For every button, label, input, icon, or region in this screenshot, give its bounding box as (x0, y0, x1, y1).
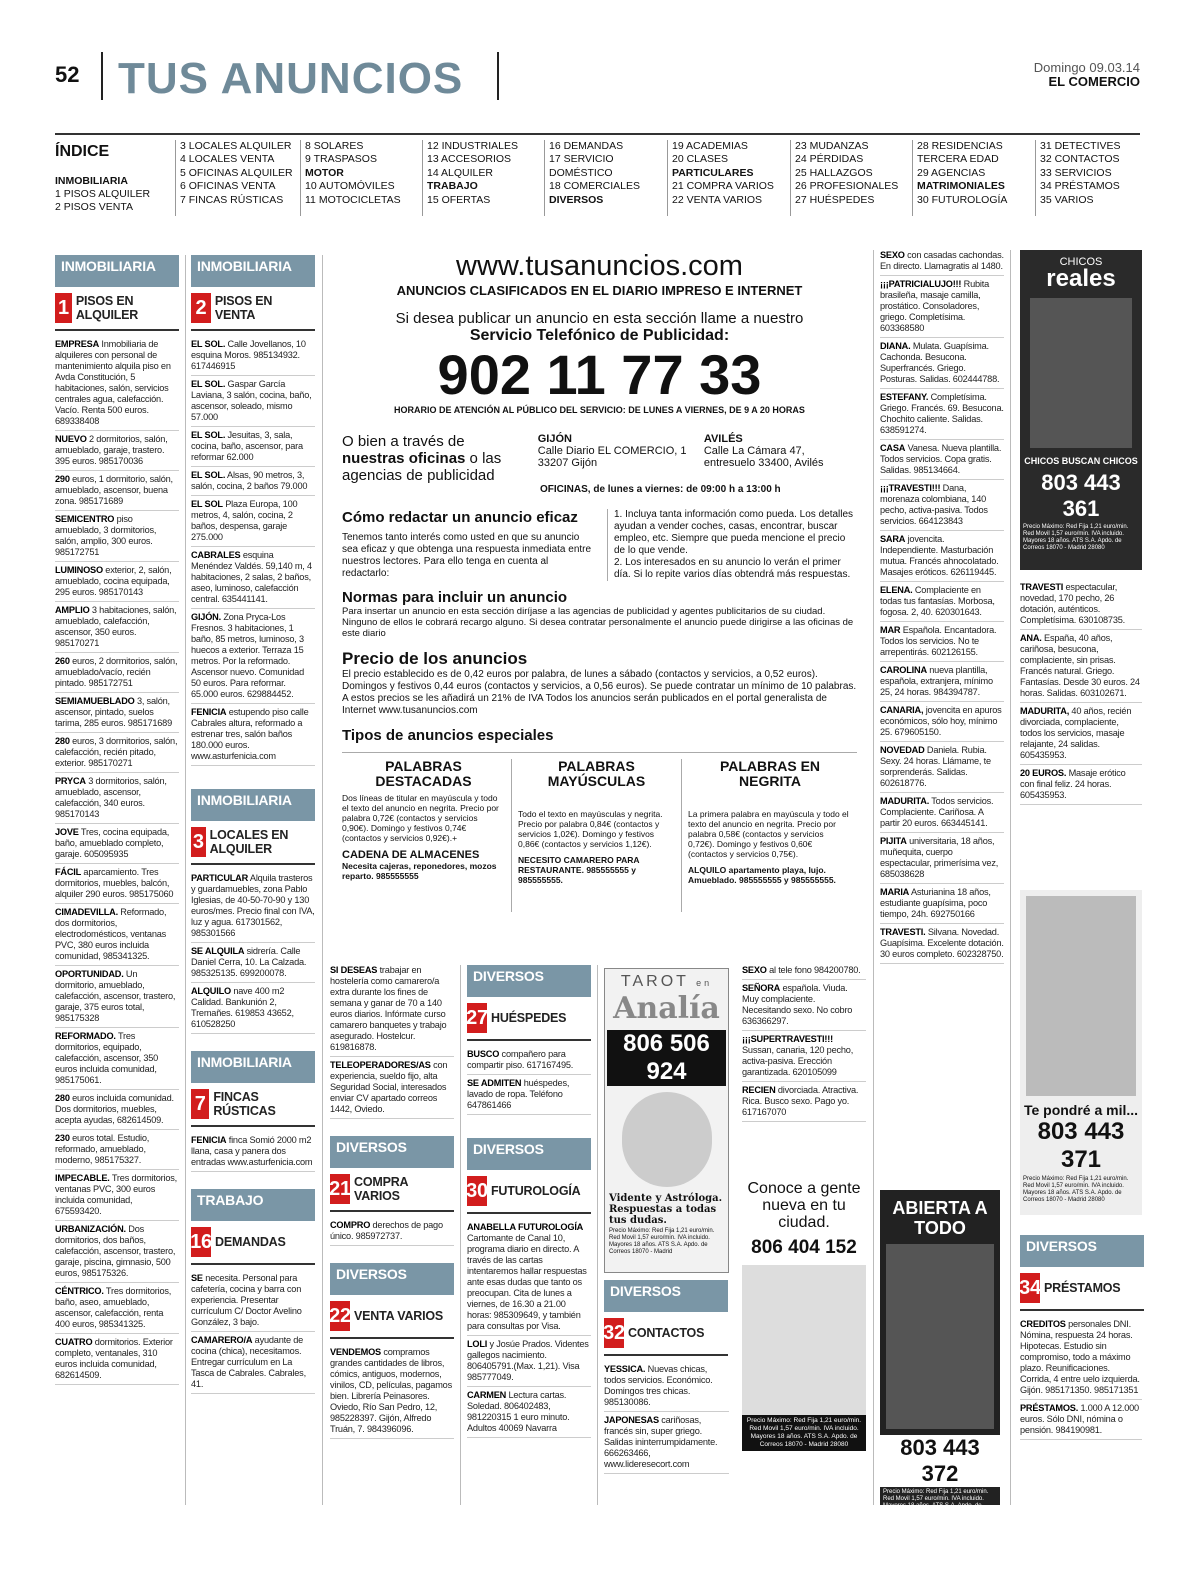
classified-ad: CARMEN Lectura cartas. Soledad. 806402483, 981220315 1 euro minuto. Adultos 40069 Navarra (467, 1390, 591, 1438)
index-item[interactable]: 16 DEMANDAS (549, 140, 624, 152)
section-label: LOCALES EN ALQUILER (209, 828, 289, 856)
classified-ad: SEXO al tele fono 984200780. (742, 965, 866, 980)
classified-ad: PARTICULAR Alquila trasteros y guardamuebles, zona Pablo Iglesias, de 40-50-70-90 y 130 euros/mes. Precio final con IVA, luz y agua. 617301562, 985301566 (191, 873, 315, 943)
section-header (330, 1136, 454, 1212)
section-label: FUTUROLOGÍA (491, 1184, 581, 1198)
index-item[interactable]: 26 PROFESIONALES (795, 180, 899, 193)
index-item[interactable]: 12 INDUSTRIALES (427, 140, 519, 152)
rules-text: Para insertar un anuncio en esta sección diríjase a las agencias de publicidad y agentes publicitarios de su ciudad. Ninguno de ellos le cobrará recargo alguno. Si desea contratar personalmente el anuncio puede dirigirse a las oficinas de este diario (342, 606, 854, 639)
section-number: 30 (467, 1176, 487, 1206)
section-header (467, 965, 591, 1041)
index-inmobiliaria: INMOBILIARIA 1 PISOS ALQUILER 2 PISOS VENTA (55, 175, 151, 213)
how-text: Tenemos tanto interés como usted en que su anuncio sea eficaz y que obtenga una respuesta inmediata entre nuestros lectores. Para ello tenga en cuenta al redactarlo: (342, 532, 592, 579)
column-pisos-alquiler (55, 255, 179, 1388)
index-item[interactable]: DOMÉSTICO (549, 166, 613, 179)
classified-ad: VENDEMOS compramos grandes cantidades de libros, cómics, antiguos, modernos, vinilos, CD, películas, pagamos bien. Librería Peinasores. Oviedo, Río San Pedro, 12, 985228397. Gijón, Alfredo Truán, 7. 984396096. (330, 1347, 454, 1439)
section-label: PISOS EN ALQUILER (75, 294, 139, 322)
classified-ad: EL SOL. Alsas, 90 metros, 3, salón, cocina, 2 baños 79.000 (191, 470, 315, 496)
classified-ad: 280 euros, 3 dormitorios, salón, calefacción, recién pitado, exterior. 985170271 (55, 736, 179, 773)
index-item[interactable]: 9 TRASPASOS (305, 153, 377, 166)
how-title: Cómo redactar un anuncio eficaz (342, 509, 578, 526)
classified-ad: CUATRO dormitorios. Exterior completo, ventanales, 310 euros incluida comunidad, 682614509. (55, 1337, 179, 1385)
issue-date: Domingo 09.03.14 (1033, 60, 1140, 75)
classified-ad: CAROLINA nueva plantilla, española, extranjera, mínimo 25, 24 horas. 984394787. (880, 665, 1004, 702)
classified-ad: 20 EUROS. Masaje erótico con final feliz. 24 horas. 605435953. (1020, 768, 1142, 805)
newspaper-name: EL COMERCIO (1048, 74, 1140, 89)
index-item[interactable]: 28 RESIDENCIAS (917, 140, 1003, 152)
section-number: 21 (330, 1174, 350, 1204)
index-item[interactable]: 4 LOCALES VENTA (180, 153, 275, 166)
index-item[interactable]: 10 AUTOMÓVILES (305, 180, 395, 193)
column-diversos-varios (330, 965, 454, 1442)
index-item[interactable]: 11 MOTOCICLETAS (305, 193, 401, 206)
classified-ad: FÁCIL aparcamiento. Tres dormitorios, muebles, balcón, alquiler 290 euros. 985175060 (55, 867, 179, 904)
section-number: 16 (191, 1227, 211, 1257)
site-url[interactable]: www.tusanuncios.com (456, 250, 743, 282)
section-band: DIVERSOS (604, 1280, 728, 1312)
classified-ad: EL SOL Plaza Europa, 100 metros, 4, salón, cocina, 2 baños, despensa, garaje 275.000 (191, 499, 315, 547)
index-item[interactable]: 35 VARIOS (1040, 193, 1094, 206)
call-text: Si desea publicar un anuncio en esta sección llame a nuestro (395, 310, 804, 327)
main-phone[interactable]: 902 11 77 33 (437, 343, 762, 406)
classified-ad: CASA Vanesa. Nueva plantilla. Todos servicios. Copa gratis. Salidas. 985134664. (880, 443, 1004, 480)
index-column (175, 140, 293, 216)
section-header (191, 789, 315, 865)
classified-ad: REFORMADO. Tres dormitorios, equipado, calefacción, ascensor, 350 euros incluida comunidad, 985175061. (55, 1031, 179, 1090)
index-item[interactable]: 23 MUDANZAS (795, 140, 869, 152)
index-item[interactable]: 7 FINCAS RÚSTICAS (180, 193, 284, 206)
classified-ad: GIJÓN. Zona Pryca-Los Fresnos. 3 habitaciones, 1 baño, 85 metros, luminoso, 3 huecos a exterior. Terraza 15 metros. Por la reformado. Ascensor nuevo. Comunidad 50 euros. Para reformar. 65.000 euros. 629884452. (191, 612, 315, 704)
section-band: INMOBILIARIA (191, 789, 315, 821)
column-contactos-4 (1020, 582, 1142, 808)
classified-ad: 260 euros, 2 dormitorios, salón, amueblado/vacío, recién pintado. 985172751 (55, 656, 179, 693)
section-number: 22 (330, 1301, 350, 1331)
index-item[interactable]: 19 ACADEMIAS (672, 140, 748, 152)
index-item[interactable]: 3 LOCALES ALQUILER (180, 140, 292, 152)
classified-ad: ESTEFANY. Completísima. Griego. Francés. 69. Besucona. Chochito caliente. Salidas. 638591274. (880, 392, 1004, 440)
index-item[interactable]: 18 COMERCIALES (549, 180, 641, 193)
section-number: 27 (467, 1003, 487, 1033)
classified-ad: SE ALQUILA sidrería. Calle Daniel Cerra, 10. La Calzada. 985325135. 699200078. (191, 946, 315, 983)
section-label: FINCAS RÚSTICAS (213, 1090, 276, 1118)
index-item[interactable]: TRABAJO (427, 180, 478, 193)
index-item[interactable]: 5 OFICINAS ALQUILER (180, 166, 293, 179)
classified-ad: SEÑORA española. Viuda. Muy complaciente. Necesitando sexo. No cobro 636366297. (742, 983, 866, 1031)
index-item[interactable]: MOTOR (305, 166, 344, 179)
special-destacadas: PALABRAS DESTACADAS Dos líneas de titular en mayúscula y todo el texto del anuncio en negrita. Precio por palabra 0,72€ (contactos y servicios 0,90€). Domingo y festivos 0,74€ (contactos y servicios 0,92€).+ CADENA DE ALMACENES Necesita cajeras, reponedores, mozos reparto. 985555555 (342, 759, 512, 912)
classified-ad: DIANA. Mulata. Guapísima. Cachonda. Besucona. Superfrancés. Griego. Posturas. Salidas. 602444788. (880, 341, 1004, 389)
tagline: ANUNCIOS CLASIFICADOS EN EL DIARIO IMPRESO E INTERNET (396, 283, 803, 298)
section-header (55, 255, 179, 331)
index-item[interactable]: 17 SERVICIO (549, 153, 614, 166)
classified-ad: LOLI y Josúe Prados. Videntes gallegos nacimiento. 806405791.(Max. 1,21). Visa 985777049. (467, 1339, 591, 1387)
conoce-gente-ad[interactable]: Conoce a gente nueva en tu ciudad. 806 404 152 Precio Máximo: Red Fija 1,21 euro/min. Red Movil 1,57 euro/min. IVA incluido. Mayores 18 años. ATS S.A. Apdo. de Correos 18070 - Madrid 28080 (742, 1180, 866, 1451)
index-item[interactable]: 31 DETECTIVES (1040, 140, 1121, 152)
classified-ad: YESSICA. Nuevas chicas, todos servicios. Económico. Domingos tres chicas. 985130086. (604, 1364, 729, 1412)
section-title: TUS ANUNCIOS (118, 54, 464, 103)
tarot-analia-ad[interactable]: TAROT en Analía 806 506 924 Vidente y Astróloga. Respuestas a todas tus dudas. Precio Máximo: Red Fija 1,21 euro/min. Red Movil 1,57 euro/min. IVA incluido. Mayores 18 años. ATS S.A. Apdo. de Correos 18070 - Madrid (604, 968, 729, 1273)
classified-ad: FENICIA estupendo piso calle Cabrales altura, reformado a estrenar tres, salón baños 180.000 euros. www.asturfenicia.com (191, 707, 315, 766)
column-prestamos (1020, 1235, 1142, 1443)
section-header (604, 1280, 728, 1356)
classified-ad: ANA. España, 40 años, cariñosa, besucona, complaciente, sin prisas. Francés natural. Griego. Fantasías. Desde 30 euros. 24 horas. Salidas. 603102671. (1020, 633, 1142, 703)
index-item[interactable]: 22 VENTA VARIOS (672, 193, 763, 206)
classified-ad: SEMIAMUEBLADO 3, salón, ascensor, pintado, suelos tarima, 285 euros. 985171689 (55, 696, 179, 733)
classified-ad: ANABELLA FUTUROLOGÍA Cartomante de Canal 10, programa diario en directo. A través de las cartas intentaremos hallar respuestas ante esas dudas que tanto os preocupan. Cita de lunes a viernes, de 16.30 a 21.00 horas: 985309649, y también para consultas por Visa. (467, 1222, 591, 1336)
index-bar (55, 133, 1140, 215)
section-label: PRÉSTAMOS (1044, 1281, 1121, 1295)
classified-ad: PRYCA 3 dormitorios, salón, amueblado, ascensor, calefacción, 340 euros. 985170143 (55, 776, 179, 824)
office-hours: OFICINAS, de lunes a viernes: de 09:00 h a 13:00 h (540, 484, 781, 495)
classified-ad: PIJITA universitaria, 18 años, muñequita, cuerpo espectacular, primerísima vez, 685038628 (880, 836, 1004, 884)
classified-ad: IMPECABLE. Tres dormitorios, ventanas PVC, 300 euros incluida comunidad, 675593420. (55, 1173, 179, 1221)
section-header (191, 1051, 315, 1127)
classified-ad: ¡¡¡SUPERTRAVESTI!!! Sussan, canaria, 120 pecho, activa-pasiva. Erección garantizada. 620105099 (742, 1034, 866, 1082)
classified-ad: NUEVO 2 dormitorios, salón, amueblado, garaje, trastero. 395 euros. 985170036 (55, 434, 179, 471)
section-header (1020, 1235, 1144, 1311)
index-column (790, 140, 908, 216)
classified-ad: CABRALES esquina Menéndez Valdés. 59,140 m, 4 habitaciones, 2 salas, 2 baños, aseo, luminoso, calefacción central. 635441141. (191, 550, 315, 609)
section-label: CONTACTOS (628, 1326, 705, 1340)
classified-ad: 290 euros, 1 dormitorio, salón, amueblado, ascensor, buena zona. 985171689 (55, 474, 179, 511)
index-column (544, 140, 662, 216)
index-column (422, 140, 540, 216)
special-negrita: PALABRAS EN NEGRITA La primera palabra en mayúscula y todo el texto del anuncio en negrita. Precio por palabra 0,58€ (contactos y servicios 0,72€). Domingo y festivos 0,60€ (contactos y servicios 0,75€). ALQUILO apartamento playa, lujo. Amueblado. 985555555 y 985555555. (688, 758, 849, 885)
section-number: 3 (191, 827, 206, 857)
index-title: ÍNDICE (55, 143, 110, 160)
column-contactos (604, 1280, 729, 1477)
chicos-reales-ad[interactable]: CHICOS reales CHICOS BUSCAN CHICOS 803 443 361 Precio Máximo: Red Fija 1,21 euro/min. Red Movil 1,57 euro/min. IVA incluido. Mayores 18 años. ATS S.A. Apdo. de Correos 18070 - Madrid 28080 (1020, 250, 1142, 570)
classified-ad: ELENA. Complaciente en todas tus fantasías. Morbosa, fogosa. 2, 40. 620301643. (880, 585, 1004, 622)
price-text: El precio establecido es de 0,42 euros por palabra, de lunes a sábado (contactos y servicios, a 0,52 euros). Domingos y festivos 0,44 euros (contactos y servicios, a 0,56 euros). Se puede contratar un mínimo de 10 palabras. A estos precios se les añadirá un 21% de IVA Todos los anuncios serán publicados en el portal generalista de Internet www.tusanuncios.com (342, 669, 857, 716)
abierta-a-todo-ad[interactable]: ABIERTA A TODO 803 443 372 Precio Máximo: Red Fija 1,21 euro/min. Red Movil 1,57 euro/min. IVA incluido. Mayores 18 años. ATS S.A. Apdo. de Correos 18070 - Madrid 28080 (880, 1190, 1000, 1505)
index-column (667, 140, 785, 216)
special-title: Tipos de anuncios especiales (342, 727, 554, 744)
classified-ad: EL SOL. Jesuitas, 3, sala, cocina, baño, ascensor, para reformar 62.000 (191, 430, 315, 467)
classified-ad: JAPONESAS cariñosas, francés sin, super griego. Salidas ininterrumpidamente. 666263466, www.lideresecort.com (604, 1415, 729, 1474)
section-label: VENTA VARIOS (354, 1309, 444, 1323)
pondre-a-mil-ad[interactable]: Te pondré a mil... 803 443 371 Precio Máximo: Red Fija 1,21 euro/min. Red Movil 1,57 euro/min. IVA incluido. Mayores 18 años. ATS S.A. Apdo. de Correos 18070 - Madrid 28080 (1020, 890, 1142, 1215)
classified-ad: BUSCO compañero para compartir piso. 617167495. (467, 1049, 591, 1075)
classified-ad: ¡¡¡PATRICIALUJO!!! Rubita brasileña, masaje camilla, prostático. Consoladores, griego. Completísima. 603368580 (880, 279, 1004, 338)
section-label: HUÉSPEDES (491, 1011, 567, 1025)
tip-2: 2. Los interesados en su anuncio lo verán el primer día. Si lo repite varios días obtendrá más respuestas. (614, 557, 851, 580)
section-number: 1 (55, 293, 72, 323)
column-contactos-2 (742, 965, 866, 1125)
classified-ad: SARA jovencita. Independiente. Masturbación mutua. Francés ahnocolatado. Masajes eróticos. 626119445. (880, 534, 1004, 582)
index-item[interactable]: 6 OFICINAS VENTA (180, 180, 276, 193)
index-item[interactable]: 14 ALQUILER (427, 166, 493, 179)
index-item[interactable]: DIVERSOS (549, 193, 604, 206)
classified-ad: TELEOPERADORES/AS con experiencia, sueldo fijo, alta Seguridad Social, interesados enviar CV apartado correos 1442, Oviedo. (330, 1060, 454, 1119)
column-huespedes-futurologia (467, 965, 591, 1441)
classified-ad: CAMARERO/A ayudante de cocina (chica), necesitamos. Entregar currículum en La Tasca de Cabrales. Cabrales, 41. (191, 1335, 315, 1394)
classified-ad: EL SOL. Gaspar García Laviana, 3 salón, cocina, baño, ascensor, soleado, mismo 57.000 (191, 379, 315, 427)
classified-ad: CIMADEVILLA. Reformado, dos dormitorios, electrodomésticos, ventanas PVC, 380 euros incluida comunidad, 985341325. (55, 907, 179, 966)
classified-ad: SE ADMITEN huéspedes, lavado de ropa. Teléfono 647861466 (467, 1078, 591, 1115)
index-item[interactable]: 8 SOLARES (305, 140, 364, 152)
classified-ad: NOVEDAD Daniela. Rubia. Sexy. 24 horas. Llámame, te sorprenderás. Salidas. 602618776. (880, 745, 1004, 793)
section-label: PISOS EN VENTA (214, 294, 273, 322)
section-number: 32 (604, 1318, 624, 1348)
classified-ad: RECIEN divorciada. Atractiva. Rica. Busco sexo. Pago yo. 617167070 (742, 1085, 866, 1122)
section-band: DIVERSOS (467, 1138, 591, 1170)
section-band: DIVERSOS (330, 1263, 454, 1295)
classified-ad: EMPRESA Inmobiliaria de alquileres con personal de mantenimiento alquila piso en Avda Constitución, 5 habitaciones, salón, servicios centrales agua, calefacción. Vacío. Renta 500 euros. 689338408 (55, 339, 179, 431)
section-number: 2 (191, 293, 211, 323)
index-item[interactable]: 34 PRÉSTAMOS (1040, 180, 1120, 193)
offices-intro: O bien a través de nuestras oficinas o las agencias de publicidad (342, 433, 502, 484)
classified-ad: OPORTUNIDAD. Un dormitorio, amueblado, calefacción, ascensor, trastero, garaje, 375 euros total, 985175328 (55, 969, 179, 1028)
section-band: INMOBILIARIA (191, 255, 315, 287)
section-band: DIVERSOS (1020, 1235, 1144, 1267)
section-header (467, 1138, 591, 1214)
index-item[interactable]: PARTICULARES (672, 166, 754, 179)
index-item[interactable]: 33 SERVICIOS (1040, 166, 1112, 179)
section-band: DIVERSOS (467, 965, 591, 997)
index-item[interactable]: 29 AGENCIAS (917, 166, 986, 179)
classified-ad: ALQUILO nave 400 m2 Calidad. Bankunión 2, Tremañes. 619853 43652, 610528250 (191, 986, 315, 1034)
index-item[interactable]: 15 OFERTAS (427, 193, 491, 206)
section-header (191, 1189, 315, 1265)
section-number: 34 (1020, 1273, 1040, 1303)
classified-ad: MARIA Asturianina 18 años, estudiante guapísima, poco tiempo, 24h. 692750166 (880, 887, 1004, 924)
classified-ad: 280 euros incluida comunidad. Dos dormitorios, muebles, acepta ayudas, 682614509. (55, 1093, 179, 1130)
index-item[interactable]: 24 PÉRDIDAS (795, 153, 864, 166)
classified-ad: TRAVESTI. Silvana. Novedad. Guapísima. Excelente dotación. 30 euros completo. 602328750. (880, 927, 1004, 964)
classified-ad: COMPRO derechos de pago único. 985972737. (330, 1220, 454, 1246)
service-label: Servicio Telefónico de Publicidad: (469, 327, 730, 344)
classified-ad: MADURITA. Todos servicios. Complaciente. Cariñosa. A partir 20 euros. 663445141. (880, 796, 1004, 833)
section-band: INMOBILIARIA (55, 255, 179, 287)
index-item[interactable]: 30 FUTUROLOGÍA (917, 193, 1008, 206)
index-item[interactable]: MATRIMONIALES (917, 180, 1005, 193)
index-item[interactable]: 25 HALLAZGOS (795, 166, 873, 179)
column-contactos-3 (880, 250, 1004, 967)
index-item[interactable]: 13 ACCESORIOS (427, 153, 512, 166)
section-number: 7 (191, 1089, 209, 1119)
index-item[interactable]: 21 COMPRA VARIOS (672, 180, 774, 193)
index-item[interactable]: TERCERA EDAD (917, 153, 999, 166)
column-pisos-venta (191, 255, 315, 1397)
page-number: 52 (55, 62, 80, 87)
classified-ad: CREDITOS personales DNI. Nómina, respuesta 24 horas. Hipotecas. Estudio sin compromiso, todo a máximo plazo. Reunificaciones. Corrida, 4 entre uelo izquierda. Gijón. 985171350. 985171351 (1020, 1319, 1142, 1400)
section-label: DEMANDAS (215, 1235, 286, 1249)
section-band: DIVERSOS (330, 1136, 454, 1168)
classified-ad: CANARIA, jovencita en apuros económicos, sólo hoy, mínimo 25. 679605150. (880, 705, 1004, 742)
classified-ad: CÉNTRICO. Tres dormitorios, baño, aseo, amueblado, ascensor, calefacción, renta 400 euros, 985341325. (55, 1286, 179, 1334)
classified-ad: SEXO con casadas cachondas. En directo. Llamagratis al 1480. (880, 250, 1004, 276)
classified-ad: FENICIA finca Somió 2000 m2 llana, casa y panera dos entradas www.asturfenicia.com (191, 1135, 315, 1172)
office-gijon: GIJÓN Calle Diario EL COMERCIO, 1 33207 Gijón (537, 433, 687, 469)
classified-ad: JOVE Tres, cocina equipada, baño, amueblado completo, garaje. 605095935 (55, 827, 179, 864)
classified-ad: SEMICENTRO piso amueblado, 3 dormitorios, salón, amplio, 300 euros. 985172751 (55, 514, 179, 562)
classified-ad: TRAVESTI espectacular, novedad, 170 pecho, 26 dotación, auténticos. Completísima. 630108735. (1020, 582, 1142, 630)
classified-ad: LUMINOSO exterior, 2, salón, amueblado, cocina equipada, 295 euros. 985170143 (55, 565, 179, 602)
classified-ad: 230 euros total. Estudio, reformado, amueblado, moderno, 985175327. (55, 1133, 179, 1170)
index-item[interactable]: 32 CONTACTOS (1040, 153, 1120, 166)
section-header (191, 255, 315, 331)
index-column (912, 140, 1030, 216)
classified-ad: MAR Española. Encantadora. Todos los servicios. No te arrepentirás. 602126155. (880, 625, 1004, 662)
classified-ad: URBANIZACIÓN. Dos dormitorios, dos baños, calefacción, ascensor, trastero, garaje, piscina, gimnasio, 500 euros, 985175326. (55, 1224, 179, 1283)
classified-ad: SI DESEAS trabajar en hostelería como camarero/a extra durante los fines de semana y ganar de 70 a 140 euros diarios. Infórmate curso camarero banquetes y trabajo asegurado. Hostelcur. 619816878. (330, 965, 454, 1057)
section-header (330, 1263, 454, 1339)
index-column (1035, 140, 1153, 216)
classified-ad: MADURITA, 40 años, recién divorciada, complaciente, todos los servicios, masaje relajante, 24 salidas. 605435953. (1020, 706, 1142, 765)
center-info-box (342, 250, 857, 950)
section-band: INMOBILIARIA (191, 1051, 315, 1083)
section-label: COMPRA VARIOS (354, 1175, 408, 1203)
classified-ad: PRÉSTAMOS. 1.000 A 12.000 euros. Sólo DNI, nómina o pensión. 984190981. (1020, 1403, 1142, 1440)
index-item[interactable]: 27 HUÉSPEDES (795, 193, 875, 206)
index-column (300, 140, 418, 216)
classified-ad: ¡¡¡TRAVESTI!!! Dana, morenaza colombiana, 140 pecho, activa-pasiva. Todos servicios. 664123843 (880, 483, 1004, 531)
special-mayusculas: PALABRAS MAYÚSCULAS Todo el texto en mayúsculas y negrita. Precio por palabra 0,84€ (contactos y servicios 1,02€). Domingo y festivos 0,86€ (contactos y servicios 1,12€). NECESITO CAMARERO PARA RESTAURANTE. 985555555 y 985555555. (512, 759, 682, 912)
tip-1: 1. Incluya tanta información como pueda. Los detalles ayudan a vender coches, casas, encontrar, buscar empleo, etc. Siempre que pueda mencione el precio de lo que vende. (614, 509, 854, 556)
section-band: TRABAJO (191, 1189, 315, 1221)
index-item[interactable]: 20 CLASES (672, 153, 729, 166)
classified-ad: EL SOL. Calle Jovellanos, 10 esquina Moros. 985134932. 617446915 (191, 339, 315, 376)
classified-ad: SE necesita. Personal para cafetería, cocina y barra con experiencia. Presentar currículum C/ Doctor Avelino González, 3 bajo. (191, 1273, 315, 1332)
price-title: Precio de los anuncios (342, 649, 528, 668)
service-hours: HORARIO DE ATENCIÓN AL PÚBLICO DEL SERVICIO: DE LUNES A VIERNES, DE 9 A 20 HORAS (394, 405, 805, 415)
office-aviles: AVILÉS Calle La Cámara 47, entresuelo 33400, Avilés (703, 433, 824, 469)
classified-ad: AMPLIO 3 habitaciones, salón, amueblado, calefacción, ascensor, 350 euros. 985170271 (55, 605, 179, 653)
rules-title: Normas para incluir un anuncio (342, 589, 568, 606)
